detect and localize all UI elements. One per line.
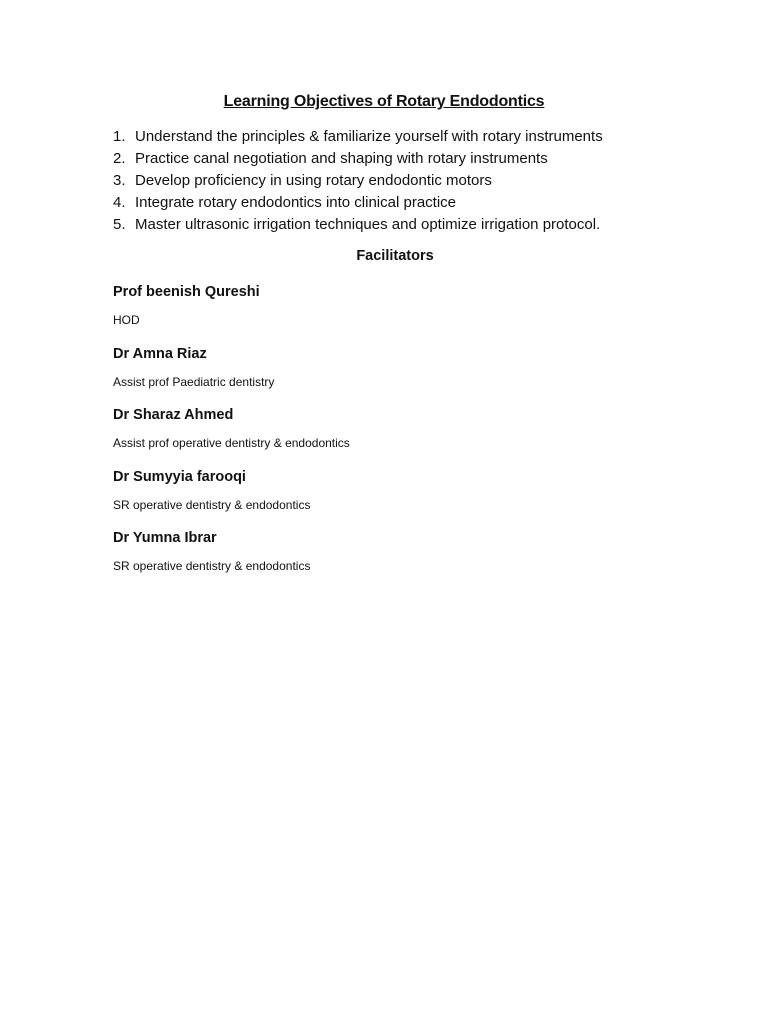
facilitator-name: Dr Sharaz Ahmed [113,407,234,423]
objective-item [113,148,733,170]
facilitator-name: Dr Yumna Ibrar [113,530,217,546]
facilitator-name: Dr Sumyyia farooqi [113,468,246,485]
facilitator-entry [113,344,713,406]
facilitator-entry [113,467,713,529]
objective-item [113,192,733,214]
facilitator-entry [113,405,713,467]
objective-number: 2. [113,150,126,167]
facilitator-role: HOD [113,313,140,327]
facilitator-name: Prof beenish Qureshi [113,284,260,300]
facilitator-role: Assist prof operative dentistry & endodontics [113,436,350,450]
objective-text: Master ultrasonic irrigation techniques and optimize irrigation protocol. [135,216,601,233]
objective-item [113,170,733,192]
document-title: Learning Objectives of Rotary Endodontics [223,93,545,110]
facilitator-role: SR operative dentistry & endodontics [113,559,311,573]
objective-text: Develop proficiency in using rotary endodontic motors [135,172,492,189]
objective-item [113,126,733,148]
objective-item [113,214,733,236]
objective-number: 1. [113,128,126,145]
objective-text: Integrate rotary endodontics into clinical practice [135,194,457,211]
facilitator-entry [113,282,713,344]
facilitators-heading: Facilitators [356,248,434,264]
objective-text: Understand the principles & familiarize yourself with rotary instruments [135,128,603,145]
facilitator-name: Dr Amna Riaz [113,345,207,362]
objective-number: 3. [113,172,126,189]
objective-number: 5. [113,216,126,233]
facilitator-entry [113,528,713,590]
objectives-list [113,126,733,236]
facilitators-list [113,282,713,590]
facilitator-role: Assist prof Paediatric dentistry [113,374,275,389]
facilitator-role: SR operative dentistry & endodontics [113,497,311,512]
objective-text: Practice canal negotiation and shaping with rotary instruments [135,150,548,167]
objective-number: 4. [113,194,126,211]
